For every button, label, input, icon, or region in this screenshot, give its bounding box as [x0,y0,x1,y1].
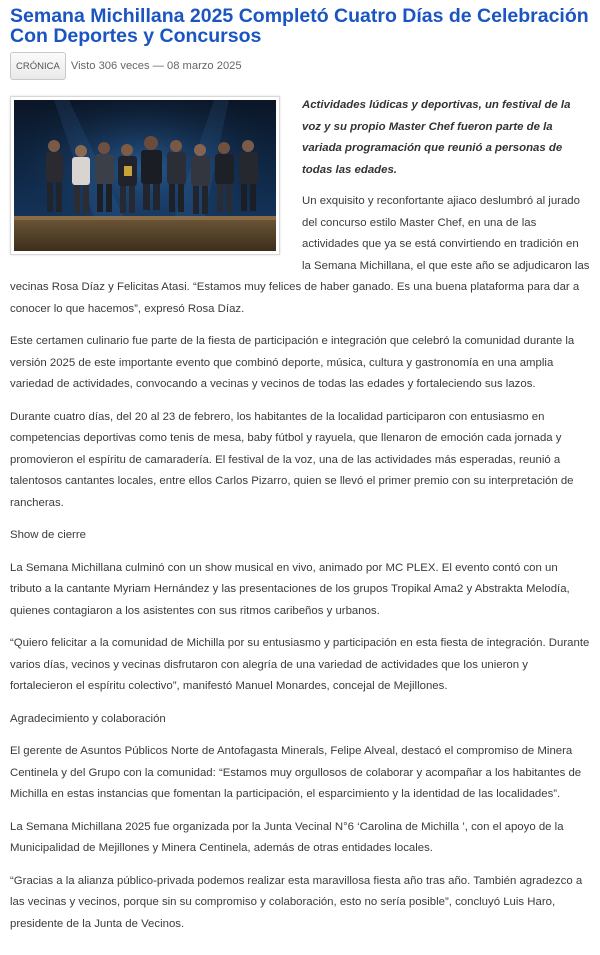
article-paragraph: Durante cuatro días, del 20 al 23 de febrero, los habitantes de la localidad participaron con entusiasmo en competencias deportivas como tenis de mesa, baby fútbol y rayuela, que llenaron de emoción cada jornada y promovieron el espíritu de camaradería. El festival de la voz, una de las actividades más esperadas, reunió a talentosos cantantes locales, entre ellos Carlos Pizarro, quien se llevó el primer premio con su interpretación de rancheras. [10,410,574,509]
article-lead: Actividades lúdicas y deportivas, un festival de la voz y su propio Master Chef fueron parte de la variada programación que reunió a personas de todas las edades. [302,99,571,176]
article-body [10,95,590,935]
article-paragraph: “Gracias a la alianza público-privada podemos realizar esta maravillosa fiesta año tras año. También agradezco a las vecinas y vecinos, porque sin su compromiso y colaboración, esto no sería posible”, concluyó Luis Haro, presidente de la Junta de Vecinos. [10,874,583,930]
article-meta [10,52,590,80]
category-badge[interactable]: CRÓNICA [10,52,66,80]
article-paragraph: La Semana Michillana 2025 fue organizada por la Junta Vecinal N°6 ‘Carolina de Michilla ’, con el apoyo de la Municipalidad de Mejillones y Minera Centinela, además de otras entidades locales. [10,820,564,854]
article-paragraph: El gerente de Asuntos Públicos Norte de Antofagasta Minerals, Felipe Alveal, destacó el compromiso de Minera Centinela y del Grupo con la comunidad: “Estamos muy orgullosos de colaborar y acompañar a los habitantes de Michilla en estas instancias que fomentan la participación, el esparcimiento y la identidad de las localidades”. [10,745,582,800]
article-title: Semana Michillana 2025 Completó Cuatro Días de Celebración Con Deportes y Concursos [10,5,589,47]
views-and-date: Visto 306 veces — 08 marzo 2025 [70,60,242,72]
article-photo[interactable] [10,96,280,255]
article-paragraph: La Semana Michillana culminó con un show musical en vivo, animado por MC PLEX. El evento contó con un tributo a la cantante Myriam Hernández y las presentaciones de los grupos Tropikal Ama2 y Abstrakta Melodía, quienes contagiaron a los asistentes con sus ritmos caribeños y urbanos. [10,561,570,617]
section-heading-show-de-cierre: Show de cierre [10,529,86,541]
article-paragraph: Un exquisito y reconfortante ajiaco deslumbró al jurado del concurso estilo Master Chef, en una de las actividades que ya se está convirtiendo en tradición en la Semana Michillana, el que este año se adjudicaron las vecinas Rosa Díaz y Felicitas Atasi. “Estamos muy felices de haber ganado. Es una buena plataforma para dar a conocer lo que hacemos”, expresó Rosa Díaz. [10,195,590,315]
group-photo-image [14,100,276,251]
article-paragraph: “Quiero felicitar a la comunidad de Michilla por su entusiasmo y participación en esta fiesta de integración. Durante varios días, vecinos y vecinas disfrutaron con alegría de una variedad de actividades que los unieron y fortalecieron el espíritu colectivo”, manifestó Manuel Monardes, concejal de Mejillones. [10,637,590,692]
article-paragraph: Este certamen culinario fue parte de la fiesta de participación e integración que celebró la comunidad durante la versión 2025 de este importante evento que combinó deporte, música, cultura y gastronomía en una amplia variedad de actividades, convocando a vecinas y vecinos de todas las edades y fortaleciendo sus lazos. [10,335,575,390]
section-heading-agradecimiento: Agradecimiento y colaboración [10,712,166,725]
